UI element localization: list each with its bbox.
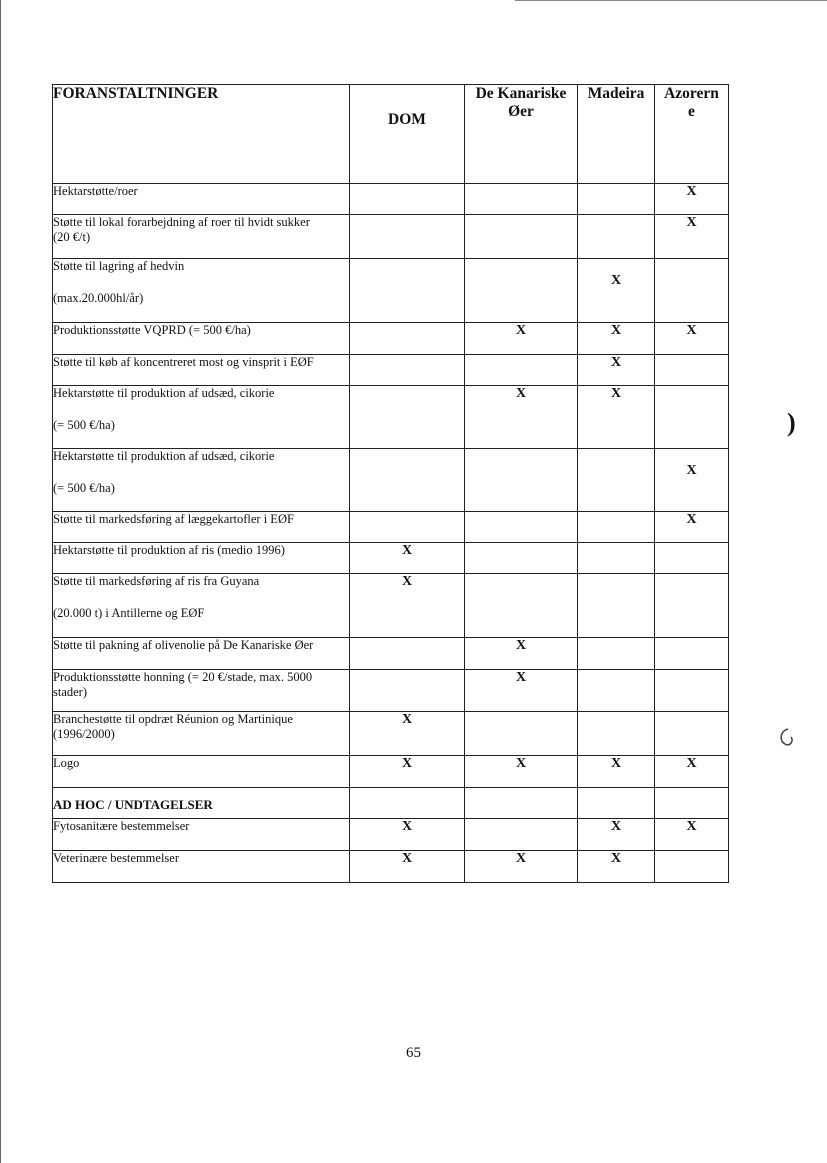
mark-cell-azores xyxy=(655,638,729,670)
scan-edge-top xyxy=(515,0,827,1)
mark-cell-canary xyxy=(465,512,578,543)
measure-text: Veterinære bestemmelser xyxy=(53,851,179,865)
mark-cell-azores xyxy=(655,712,729,756)
mark-cell-madeira xyxy=(578,670,655,712)
mark-cell-madeira: X xyxy=(578,819,655,851)
table-row xyxy=(53,670,729,712)
table-row xyxy=(53,259,729,323)
mark-cell-azores: X xyxy=(655,184,729,215)
mark-cell-dom: X xyxy=(350,756,465,788)
table-row xyxy=(53,543,729,574)
measure-text: (20 €/t) xyxy=(53,230,91,244)
table-body xyxy=(53,184,729,883)
mark-cell-azores xyxy=(655,259,729,323)
measure-cell xyxy=(53,788,350,819)
header-canary-islands xyxy=(465,85,578,184)
measure-text: Hektarstøtte til produktion af udsæd, cikorie xyxy=(53,386,275,400)
mark-cell-azores xyxy=(655,574,729,638)
measure-text: Støtte til pakning af olivenolie på De Kanariske Øer xyxy=(53,638,314,652)
mark-cell-madeira: X xyxy=(578,386,655,449)
table-row xyxy=(53,323,729,355)
measure-cell xyxy=(53,543,350,574)
mark-cell-dom xyxy=(350,215,465,259)
measure-cell xyxy=(53,259,350,323)
measure-cell xyxy=(53,355,350,386)
mark-cell-canary xyxy=(465,788,578,819)
header-canary-line-1: De Kanariske xyxy=(475,85,567,102)
mark-cell-dom xyxy=(350,259,465,323)
table-row xyxy=(53,819,729,851)
mark-cell-madeira xyxy=(578,215,655,259)
measure-text: Hektarstøtte til produktion af ris (medio 1996) xyxy=(53,543,285,557)
mark-cell-dom xyxy=(350,184,465,215)
mark-cell-dom: X xyxy=(350,819,465,851)
mark-cell-canary: X xyxy=(465,670,578,712)
measure-cell xyxy=(53,323,350,355)
line-gap xyxy=(53,274,349,291)
mark-cell-madeira: X xyxy=(578,323,655,355)
measure-text: Hektarstøtte til produktion af udsæd, cikorie xyxy=(53,449,275,463)
measure-text: Støtte til køb af koncentreret most og vinsprit i EØF xyxy=(53,355,314,369)
measure-cell xyxy=(53,670,350,712)
header-azores-line-1: Azorern xyxy=(664,85,719,102)
mark-cell-azores: X xyxy=(655,819,729,851)
measure-cell xyxy=(53,638,350,670)
measure-text: (20.000 t) i Antillerne og EØF xyxy=(53,606,205,620)
measure-cell xyxy=(53,712,350,756)
mark-cell-madeira xyxy=(578,512,655,543)
measure-text: Støtte til markedsføring af ris fra Guyana xyxy=(53,574,260,588)
measure-text: Logo xyxy=(53,756,80,770)
mark-cell-canary: X xyxy=(465,638,578,670)
measure-text: Støtte til lagring af hedvin xyxy=(53,259,185,273)
mark-cell-azores xyxy=(655,543,729,574)
mark-cell-madeira: X xyxy=(578,756,655,788)
mark-cell-canary: X xyxy=(465,756,578,788)
mark-cell-dom: X xyxy=(350,712,465,756)
document-page xyxy=(52,84,728,883)
header-canary-line-2: Øer xyxy=(508,103,534,120)
mark-cell-canary xyxy=(465,574,578,638)
measure-cell xyxy=(53,449,350,512)
table-header-row xyxy=(53,85,729,184)
line-gap xyxy=(53,401,349,418)
measure-cell xyxy=(53,574,350,638)
page-number: 65 xyxy=(406,1045,421,1061)
measure-text: Produktionsstøtte VQPRD (= 500 €/ha) xyxy=(53,323,251,337)
mark-cell-canary xyxy=(465,355,578,386)
mark-cell-madeira xyxy=(578,788,655,819)
table-row xyxy=(53,712,729,756)
measure-text: Produktionsstøtte honning (= 20 €/stade, max. 5000 xyxy=(53,670,313,684)
mark-cell-madeira: X xyxy=(578,355,655,386)
line-gap xyxy=(53,464,349,481)
mark-cell-dom xyxy=(350,670,465,712)
mark-cell-madeira xyxy=(578,184,655,215)
mark-cell-canary xyxy=(465,712,578,756)
measure-text: Hektarstøtte/roer xyxy=(53,184,138,198)
measure-text: (1996/2000) xyxy=(53,727,115,741)
measure-text: Branchestøtte til opdræt Réunion og Martinique xyxy=(53,712,293,726)
table-row xyxy=(53,449,729,512)
header-measures: FORANSTALTNINGER xyxy=(53,85,350,184)
measure-cell xyxy=(53,184,350,215)
measure-text: Støtte til markedsføring af læggekartofler i EØF xyxy=(53,512,294,526)
mark-cell-canary: X xyxy=(465,386,578,449)
measure-text: (max.20.000hl/år) xyxy=(53,291,144,305)
measures-table xyxy=(52,84,729,883)
mark-cell-madeira xyxy=(578,712,655,756)
mark-cell-canary xyxy=(465,449,578,512)
table-row xyxy=(53,512,729,543)
mark-cell-madeira xyxy=(578,638,655,670)
mark-cell-madeira xyxy=(578,449,655,512)
header-madeira: Madeira xyxy=(578,85,655,184)
table-row xyxy=(53,184,729,215)
table-row xyxy=(53,574,729,638)
mark-cell-dom xyxy=(350,449,465,512)
mark-cell-dom xyxy=(350,355,465,386)
mark-cell-dom xyxy=(350,323,465,355)
line-gap xyxy=(53,589,349,606)
measure-cell xyxy=(53,386,350,449)
measure-text: AD HOC / UNDTAGELSER xyxy=(53,797,213,812)
measure-text: (= 500 €/ha) xyxy=(53,481,115,495)
mark-cell-canary xyxy=(465,184,578,215)
mark-cell-azores: X xyxy=(655,215,729,259)
mark-cell-canary: X xyxy=(465,851,578,883)
measure-cell xyxy=(53,512,350,543)
mark-cell-madeira: X xyxy=(578,851,655,883)
header-dom: DOM xyxy=(350,85,465,184)
mark-cell-madeira xyxy=(578,543,655,574)
scan-edge-left xyxy=(0,0,1,1163)
header-azores xyxy=(655,85,729,184)
table-row xyxy=(53,215,729,259)
table-row xyxy=(53,386,729,449)
mark-cell-azores xyxy=(655,386,729,449)
mark-cell-dom: X xyxy=(350,543,465,574)
mark-cell-dom xyxy=(350,386,465,449)
header-azores-line-2: e xyxy=(688,103,695,120)
mark-cell-azores: X xyxy=(655,512,729,543)
table-row xyxy=(53,756,729,788)
mark-cell-dom: X xyxy=(350,574,465,638)
measure-cell xyxy=(53,819,350,851)
mark-cell-canary xyxy=(465,819,578,851)
mark-cell-dom xyxy=(350,512,465,543)
mark-cell-dom: X xyxy=(350,851,465,883)
mark-cell-azores xyxy=(655,355,729,386)
mark-cell-dom xyxy=(350,788,465,819)
table-row xyxy=(53,851,729,883)
measure-text: (= 500 €/ha) xyxy=(53,418,115,432)
measure-text: stader) xyxy=(53,685,88,699)
mark-cell-madeira: X xyxy=(578,259,655,323)
mark-cell-azores xyxy=(655,670,729,712)
mark-cell-madeira xyxy=(578,574,655,638)
mark-cell-canary: X xyxy=(465,323,578,355)
table-row xyxy=(53,355,729,386)
measure-text: Støtte til lokal forarbejdning af roer til hvidt sukker xyxy=(53,215,310,229)
mark-cell-azores xyxy=(655,851,729,883)
mark-cell-azores xyxy=(655,788,729,819)
table-row xyxy=(53,638,729,670)
mark-cell-canary xyxy=(465,543,578,574)
mark-cell-azores: X xyxy=(655,756,729,788)
mark-cell-canary xyxy=(465,259,578,323)
mark-cell-dom xyxy=(350,638,465,670)
measure-cell xyxy=(53,215,350,259)
measure-text: Fytosanitære bestemmelser xyxy=(53,819,190,833)
mark-cell-azores: X xyxy=(655,323,729,355)
margin-scribble xyxy=(776,727,796,749)
mark-cell-azores: X xyxy=(655,449,729,512)
section-row xyxy=(53,788,729,819)
margin-mark: ) xyxy=(787,408,796,437)
measure-cell xyxy=(53,756,350,788)
measure-cell xyxy=(53,851,350,883)
mark-cell-canary xyxy=(465,215,578,259)
